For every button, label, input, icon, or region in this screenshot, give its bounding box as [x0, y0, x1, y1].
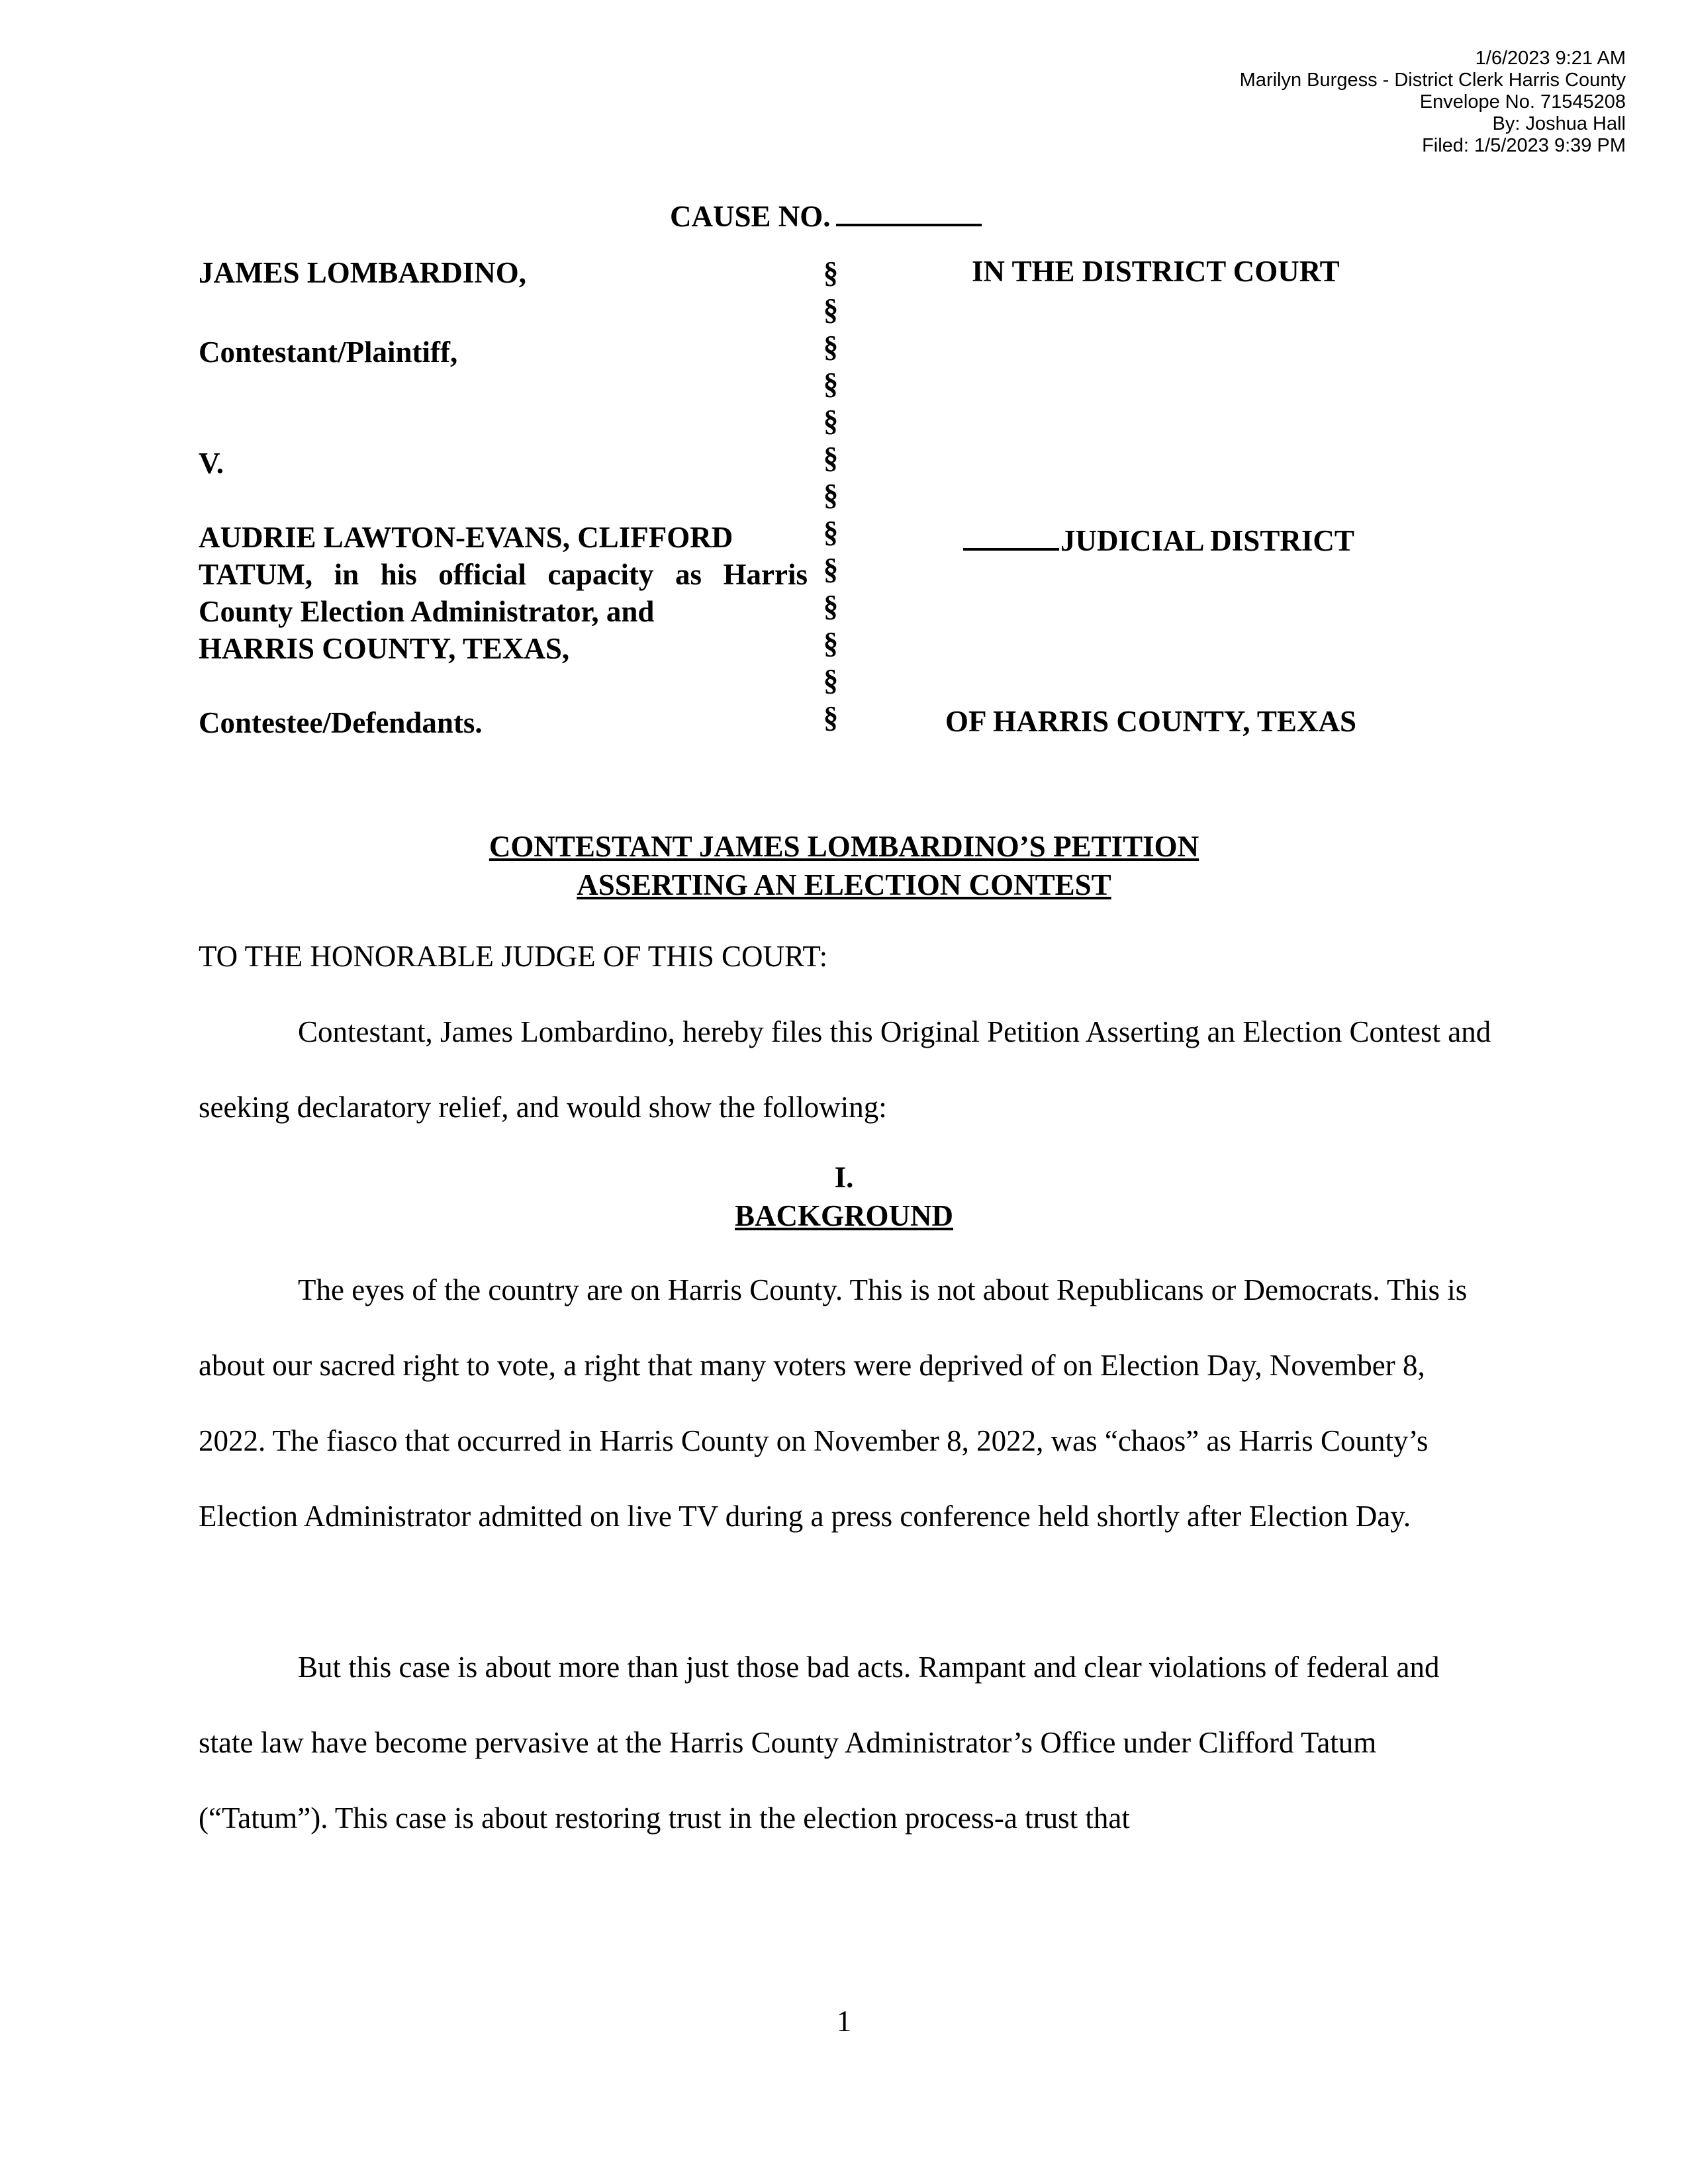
section-symbol: §	[823, 701, 839, 734]
defendants-line: County Election Administrator, and	[199, 595, 655, 628]
section-numeral: I.	[834, 1161, 854, 1194]
defendants-block	[199, 519, 808, 667]
title-line: ASSERTING AN ELECTION CONTEST	[577, 868, 1111, 901]
cause-number	[670, 197, 982, 234]
defendants-line: TATUM, in his official capacity as Harris	[199, 558, 808, 591]
stamp-clerk: Marilyn Burgess - District Clerk Harris County	[1239, 69, 1626, 91]
versus: V.	[199, 447, 224, 480]
background-paragraph: But this case is about more than just those bad acts. Rampant and clear violations of federal and state law have become pervasive at the Harris County Administrator’s Office under Clifford Tatum (“Tatum”). This case is about restoring trust in the election process-a trust that	[199, 1651, 1440, 1835]
defendants-role: Contestee/Defendants.	[199, 706, 483, 739]
section-symbol: §	[823, 664, 839, 697]
section-symbol: §	[823, 441, 839, 475]
section-symbol: §	[823, 516, 839, 549]
section-symbol: §	[823, 478, 839, 512]
background-paragraph: The eyes of the country are on Harris County. This is not about Republicans or Democrats. This is about our sacred right to vote, a right that many voters were deprived of on Election Day, November 8, 2022. The fiasco that occurred in Harris County on November 8, 2022, was “chaos” as Harris County’s Election Administrator admitted on live TV during a press conference held shortly after Election Day.	[199, 1273, 1468, 1533]
section-symbol: §	[823, 330, 839, 363]
section-symbol: §	[823, 293, 839, 326]
section-symbol: §	[823, 404, 839, 437]
section-symbol: §	[823, 256, 839, 289]
county-name: OF HARRIS COUNTY, TEXAS	[945, 705, 1356, 738]
defendants-line: AUDRIE LAWTON-EVANS, CLIFFORD	[199, 521, 733, 554]
section-heading	[0, 1158, 1688, 1235]
section-symbol: §	[823, 590, 839, 623]
section-symbol-column	[821, 254, 841, 736]
page-number: 1	[836, 2005, 852, 2038]
document-title	[0, 827, 1688, 904]
section-symbol: §	[823, 367, 839, 400]
salutation: TO THE HONORABLE JUDGE OF THIS COURT:	[199, 940, 828, 973]
section-title: BACKGROUND	[734, 1199, 953, 1232]
filing-stamp	[1240, 48, 1626, 157]
section-symbol: §	[823, 553, 839, 586]
section-symbol: §	[823, 627, 839, 660]
stamp-filed: Filed: 1/5/2023 9:39 PM	[1422, 135, 1626, 156]
cause-number-blank	[836, 197, 982, 226]
court-name: IN THE DISTRICT COURT	[972, 255, 1340, 288]
stamp-date-time: 1/6/2023 9:21 AM	[1475, 48, 1626, 69]
judicial-district	[963, 522, 1354, 558]
defendants-line: HARRIS COUNTY, TEXAS,	[199, 632, 570, 665]
judicial-district-label: JUDICIAL DISTRICT	[1060, 524, 1354, 557]
stamp-envelope: Envelope No. 71545208	[1419, 91, 1626, 113]
plaintiff-role: Contestant/Plaintiff,	[199, 336, 458, 369]
title-line: CONTESTANT JAMES LOMBARDINO’S PETITION	[489, 830, 1199, 863]
plaintiff-name: JAMES LOMBARDINO,	[199, 256, 527, 289]
judicial-district-blank	[963, 522, 1059, 551]
stamp-by: By: Joshua Hall	[1492, 113, 1626, 134]
intro-paragraph: Contestant, James Lombardino, hereby files this Original Petition Asserting an Election Contest and seeking declaratory relief, and would show the following:	[199, 1015, 1491, 1124]
cause-number-label: CAUSE NO.	[670, 200, 831, 233]
